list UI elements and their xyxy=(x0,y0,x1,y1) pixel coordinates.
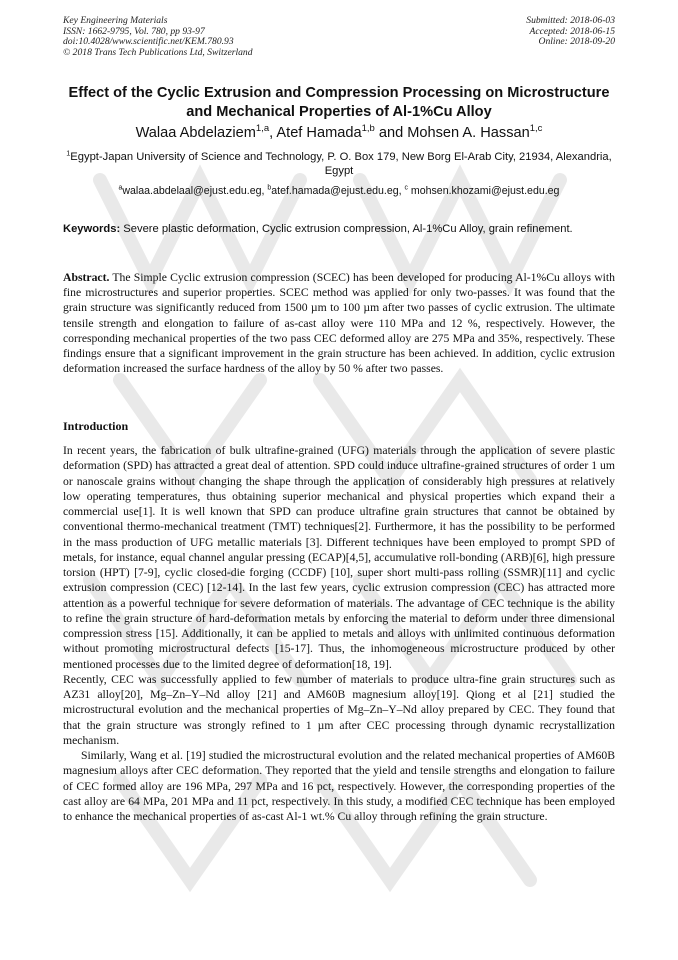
email-address[interactable]: walaa.abdelaal@ejust.edu.eg, xyxy=(122,185,268,197)
author-affil-mark: 1,b xyxy=(361,123,375,135)
paragraph: Similarly, Wang et al. [19] studied the microstructural evolution and the related mechanical properties of AM60B magnesium alloys after CEC deformation. They reported that the yield and tensile strengths and elongation to failure of CEC formed alloy are 196 MPa, 297 MPa and 16 pct, respectively. However, the corresponding properties of the cast alloy are 64 MPa, 201 MPa and 11 pct, respectively. In this study, a modified CEC technique has been employed to enhance the mechanical properties of as-cast Al-1 wt.% Cu alloy through refining the grain structure. xyxy=(63,749,615,823)
author-list xyxy=(40,125,638,141)
affiliation xyxy=(60,150,618,178)
email-mark: c xyxy=(404,184,408,192)
accepted-date: Accepted: 2018-06-15 xyxy=(529,25,615,37)
submitted-date: Submitted: 2018-06-03 xyxy=(526,15,615,26)
email-mark: b xyxy=(267,184,272,192)
issn: ISSN: 1662-9795, Vol. 780, pp 93-97 xyxy=(63,25,205,37)
journal-meta xyxy=(63,16,253,58)
paragraph: In recent years, the fabrication of bulk ultrafine-grained (UFG) materials through the application of severe plastic deformation (SPD) has attracted a great deal of attention. SPD could induce ultrafine-grained structures of order 1 um or nanoscale grains without changing the shape through the application of considerably high pressures at relatively low operating temperatures, thus obtaining superior mechanical and physical properties which expand their a commercial use[1]. It is well known that SPD can produce ultrafine grain structures that cannot be obtained by conventional thermo-mechanical treatment (TMT) techniques[2]. Furthermore, it has the possibility to be performed in the mass production of UFG metallic materials [3]. Different techniques have been employed to prompt SPD of metals, for instance, equal channel angular pressing (ECAP)[4,5], accumulative roll-bonding (ARB)[6], high pressure torsion (HPT) [7-9], cyclic closed-die forging (CCDF) [10], super short multi-pass rolling (SSMR)[11] and cyclic extrusion compression (CEC) [12-14]. In the last few years, cyclic extrusion compression (CEC) has attracted more attention as a powerful technique for severe deformation of materials. The advantage of CEC technique is the ability to refine the grain structure of hard-deformation metals by enforcing the material to deform under three dimensional compression stress [15]. Additionally, it can be applied to metals and alloys with unlimited continuous deformation without promoting microstructural defects [15-17]. Thus, the inhomogeneous microstructure produced by other mentioned processes due to the limited degree of deformation[18, 19]. xyxy=(63,444,615,671)
author-name: Atef Hamada xyxy=(276,125,362,141)
copyright: © 2018 Trans Tech Publications Ltd, Switzerland xyxy=(63,46,253,58)
author-name: Mohsen A. Hassan xyxy=(407,125,530,141)
affiliation-text: Egypt-Japan University of Science and Technology, P. O. Box 179, New Borg El-Arab City, 21934, Alexandria, Egypt xyxy=(70,151,612,177)
keywords-text: Severe plastic deformation, Cyclic extrusion compression, Al-1%Cu Alloy, grain refinement. xyxy=(120,223,573,235)
doi[interactable]: doi:10.4028/www.scientific.net/KEM.780.93 xyxy=(63,36,234,48)
abstract-label: Abstract. xyxy=(63,271,110,284)
introduction-body xyxy=(63,443,615,824)
email-mark: a xyxy=(118,184,123,192)
author-affil-mark: 1,c xyxy=(529,123,543,135)
online-date: Online: 2018-09-20 xyxy=(538,36,615,48)
author-separator: and xyxy=(374,125,408,141)
email-address[interactable]: mohsen.khozami@ejust.edu.eg xyxy=(407,185,560,197)
journal-name: Key Engineering Materials xyxy=(63,15,168,26)
abstract-text: The Simple Cyclic extrusion compression (SCEC) has been developed for producing Al-1%Cu alloys with fine microstructures and superior properties. SCEC method was applied for only two-passes. It was found that the grain structure was significantly reduced from 1500 µm to 100 µm after two passes of cyclic extrusion. The ultimate tensile strength and elongation to failure of as-cast alloy were 110 MPa and 12 %, respectively. However, the corresponding mechanical properties of the two pass CEC deformed alloy are 275 MPa and 35%, respectively. These findings ensure that a significant improvement in the grain structure has been achieved. In addition, cyclic extrusion deformation increased the surface hardness of the alloy by 50 % after two passes. xyxy=(63,271,615,376)
author-name: Walaa Abdelaziem xyxy=(135,125,256,141)
author-separator: , xyxy=(269,125,277,141)
keywords-label: Keywords: xyxy=(63,223,121,235)
email-address[interactable]: atef.hamada@ejust.edu.eg, xyxy=(271,185,405,197)
abstract xyxy=(63,270,615,376)
keywords xyxy=(63,222,615,236)
section-heading: Introduction xyxy=(63,419,129,433)
author-affil-mark: 1,a xyxy=(255,123,270,135)
paragraph: Recently, CEC was successfully applied to few number of materials to produce ultra-fine grain structures such as AZ31 alloy[20], Mg–Zn–Y–Nd alloy [21] and AM60B magnesium alloy[19]. Qiong et al [21] studied the microstructural evolution and the mechanical properties of Mg–Zn–Y–Nd alloy prepared by CEC. They found that that the grain structure was strongly refined to 1 µm after CEC processing through dynamic recrystallization mechanism. xyxy=(63,672,615,747)
affiliation-mark: 1 xyxy=(66,148,71,158)
paper-title: Effect of the Cyclic Extrusion and Compression Processing on Microstructure and Mechanical Properties of Al-1%Cu Alloy xyxy=(68,85,610,120)
dates-meta xyxy=(526,16,615,48)
email-list xyxy=(40,185,638,197)
